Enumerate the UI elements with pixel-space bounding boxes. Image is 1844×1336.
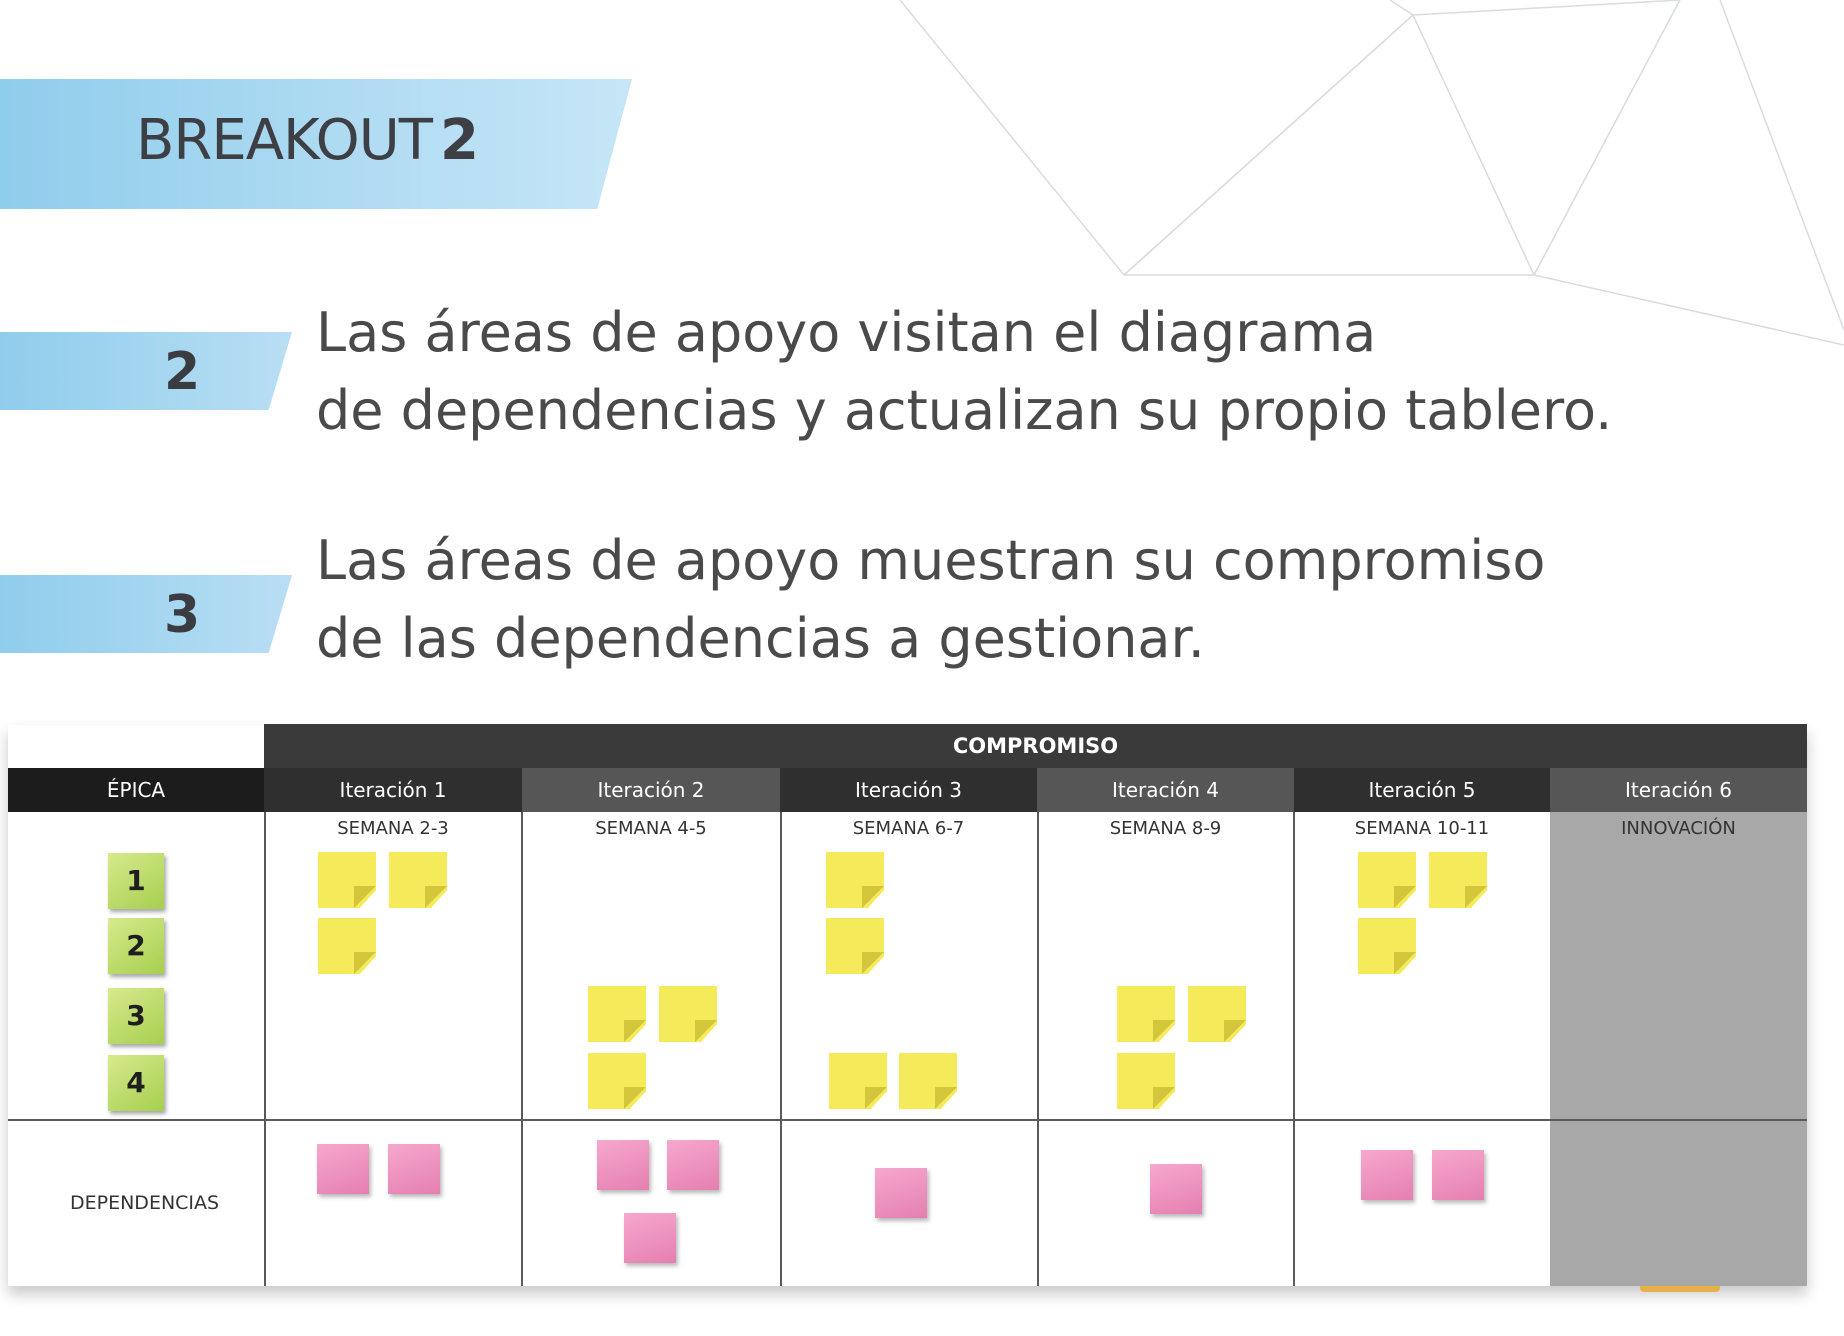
week-label-1: SEMANA 2-3 — [337, 818, 449, 839]
epic-3: 3 — [108, 988, 164, 1044]
story-sticky[interactable] — [1429, 852, 1487, 908]
week-label-6: INNOVACIÓN — [1621, 818, 1736, 839]
step-3-line-1: Las áreas de apoyo muestran su compromiso — [316, 529, 1546, 592]
step-2-line-1: Las áreas de apoyo visitan el diagrama — [316, 301, 1377, 364]
week-label-5: SEMANA 10-11 — [1354, 818, 1490, 839]
iteration-2-header: Iteración 2 — [522, 768, 780, 812]
story-sticky[interactable] — [318, 918, 376, 974]
story-sticky[interactable] — [318, 852, 376, 908]
dependency-sticky[interactable] — [1361, 1150, 1413, 1200]
story-sticky[interactable] — [1358, 852, 1416, 908]
story-sticky[interactable] — [826, 852, 884, 908]
dependency-sticky[interactable] — [667, 1140, 719, 1190]
step-3-band — [0, 575, 292, 653]
breakout-number: 2 — [439, 108, 478, 173]
dependency-sticky[interactable] — [597, 1140, 649, 1190]
week-label-4: SEMANA 8-9 — [1109, 818, 1222, 839]
iteration-5-header: Iteración 5 — [1294, 768, 1550, 812]
column-divider — [1037, 812, 1039, 1286]
breakout-title: BREAKOUT 2 — [136, 108, 478, 173]
dependency-sticky[interactable] — [317, 1144, 369, 1194]
column-divider — [264, 812, 266, 1286]
epic-1: 1 — [108, 853, 164, 909]
column-divider — [780, 812, 782, 1286]
board-tab — [1640, 1286, 1720, 1292]
story-sticky[interactable] — [1358, 918, 1416, 974]
dependency-sticky[interactable] — [875, 1168, 927, 1218]
dependency-sticky[interactable] — [624, 1213, 676, 1263]
story-sticky[interactable] — [1117, 1053, 1175, 1109]
week-label-2: SEMANA 4-5 — [595, 818, 707, 839]
epic-4: 4 — [108, 1055, 164, 1111]
dependencies-label: DEPENDENCIAS — [70, 1192, 220, 1214]
step-2-number: 2 — [164, 342, 201, 402]
iteration-6-header: Iteración 6 — [1550, 768, 1807, 812]
story-sticky[interactable] — [899, 1053, 957, 1109]
epic-column-header: ÉPICA — [8, 768, 264, 812]
dependency-sticky[interactable] — [388, 1144, 440, 1194]
story-sticky[interactable] — [389, 852, 447, 908]
column-divider — [521, 812, 523, 1286]
iteration-1-header: Iteración 1 — [264, 768, 522, 812]
innovation-column — [1550, 812, 1807, 1286]
story-sticky[interactable] — [1117, 986, 1175, 1042]
story-sticky[interactable] — [588, 1053, 646, 1109]
dependency-sticky[interactable] — [1150, 1164, 1202, 1214]
column-divider — [1293, 812, 1295, 1286]
step-3-number: 3 — [164, 585, 201, 645]
step-2-line-2: de dependencias y actualizan su propio tablero. — [316, 379, 1613, 442]
epic-2: 2 — [108, 918, 164, 974]
iteration-3-header: Iteración 3 — [780, 768, 1037, 812]
story-sticky[interactable] — [826, 918, 884, 974]
dependency-sticky[interactable] — [1432, 1150, 1484, 1200]
step-3-line-2: de las dependencias a gestionar. — [316, 607, 1205, 670]
week-label-3: SEMANA 6-7 — [852, 818, 965, 839]
story-sticky[interactable] — [588, 986, 646, 1042]
iteration-4-header: Iteración 4 — [1037, 768, 1294, 812]
dependencies-divider — [8, 1119, 1807, 1121]
story-sticky[interactable] — [1188, 986, 1246, 1042]
story-sticky[interactable] — [659, 986, 717, 1042]
step-2-band — [0, 332, 292, 410]
story-sticky[interactable] — [829, 1053, 887, 1109]
commitment-header: COMPROMISO — [264, 724, 1807, 768]
